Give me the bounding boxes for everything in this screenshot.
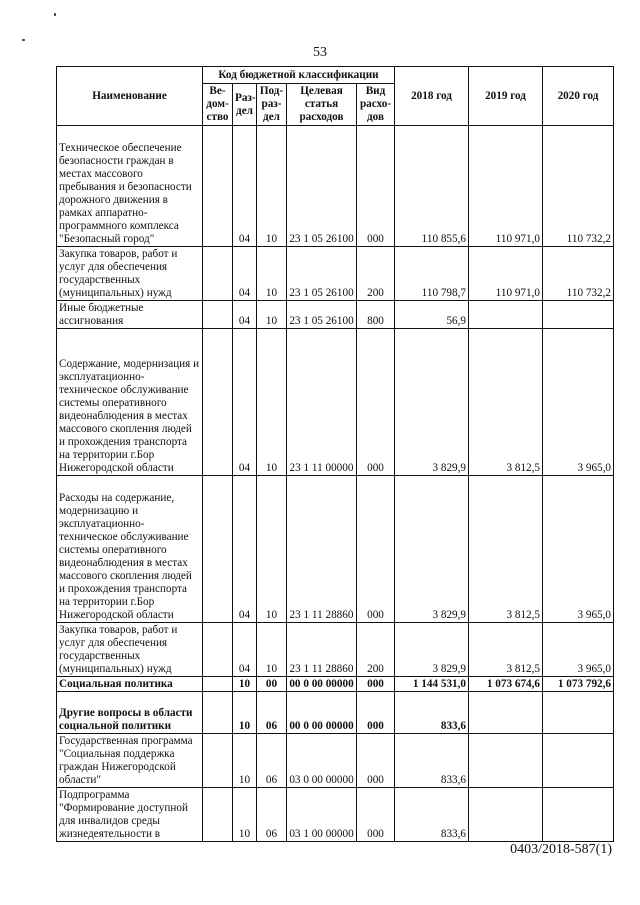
cell-2018: 833,6: [395, 734, 469, 788]
header-2018: 2018 год: [395, 67, 469, 126]
cell-2018: 3 829,9: [395, 476, 469, 623]
header-celevaya: Целевая статья расходов: [287, 84, 357, 126]
cell-2018: 1 144 531,0: [395, 677, 469, 692]
cell-2020: 110 732,2: [543, 126, 614, 247]
cell-razdel: 04: [233, 623, 257, 677]
header-row-1: [57, 67, 614, 84]
cell-podrazdel: 10: [257, 329, 287, 476]
cell-vedomstvo: [203, 126, 233, 247]
cell-2018: 110 855,6: [395, 126, 469, 247]
header-vid: Вид расхо- дов: [357, 84, 395, 126]
cell-vedomstvo: [203, 788, 233, 842]
cell-vid: 000: [357, 788, 395, 842]
cell-celevaya: 03 0 00 00000: [287, 734, 357, 788]
cell-name: Содержание, модернизация и эксплуатационно-техническое обслуживание системы оперативного видеонаблюдения в местах массового скопления людей и прохождения транспорта на территории г.Бор Нижегородской области: [57, 329, 203, 476]
cell-2020: [543, 788, 614, 842]
table-row: [57, 788, 614, 842]
cell-podrazdel: 10: [257, 247, 287, 301]
cell-name: Закупка товаров, работ и услуг для обеспечения государственных (муниципальных) нужд: [57, 247, 203, 301]
cell-celevaya: 23 1 05 26100: [287, 247, 357, 301]
table-row: [57, 623, 614, 677]
table-row: [57, 692, 614, 734]
cell-vid: 200: [357, 623, 395, 677]
cell-2019: 3 812,5: [469, 476, 543, 623]
cell-name: Закупка товаров, работ и услуг для обеспечения государственных (муниципальных) нужд: [57, 623, 203, 677]
cell-razdel: 04: [233, 476, 257, 623]
cell-razdel: 04: [233, 126, 257, 247]
cell-vid: 000: [357, 692, 395, 734]
table-row: [57, 301, 614, 329]
cell-2018: 110 798,7: [395, 247, 469, 301]
cell-vid: 000: [357, 329, 395, 476]
header-razdel: Раз- дел: [233, 84, 257, 126]
cell-vedomstvo: [203, 677, 233, 692]
header-name: Наименование: [57, 67, 203, 126]
cell-celevaya: 23 1 11 00000: [287, 329, 357, 476]
cell-podrazdel: 10: [257, 126, 287, 247]
table-row: [57, 734, 614, 788]
cell-vid: 000: [357, 677, 395, 692]
cell-name: Иные бюджетные ассигнования: [57, 301, 203, 329]
cell-vid: 000: [357, 476, 395, 623]
cell-2020: 3 965,0: [543, 329, 614, 476]
cell-2018: 3 829,9: [395, 329, 469, 476]
cell-celevaya: 03 1 00 00000: [287, 788, 357, 842]
cell-podrazdel: 06: [257, 788, 287, 842]
cell-celevaya: 00 0 00 00000: [287, 677, 357, 692]
cell-2019: 110 971,0: [469, 126, 543, 247]
cell-2020: 110 732,2: [543, 247, 614, 301]
cell-razdel: 04: [233, 301, 257, 329]
scan-speck-2: [22, 39, 25, 41]
cell-podrazdel: 06: [257, 692, 287, 734]
cell-razdel: 04: [233, 247, 257, 301]
cell-razdel: 10: [233, 788, 257, 842]
cell-2018: 3 829,9: [395, 623, 469, 677]
cell-vedomstvo: [203, 247, 233, 301]
cell-2019: [469, 692, 543, 734]
cell-name: Техническое обеспечение безопасности граждан в местах массового пребывания и безопасности дорожного движения в рамках аппаратно-программного комплекса "Безопасный город": [57, 126, 203, 247]
cell-podrazdel: 10: [257, 301, 287, 329]
cell-vedomstvo: [203, 301, 233, 329]
header-2020: 2020 год: [543, 67, 614, 126]
cell-vid: 800: [357, 301, 395, 329]
cell-2019: 110 971,0: [469, 247, 543, 301]
table-row: [57, 476, 614, 623]
cell-2018: 56,9: [395, 301, 469, 329]
cell-name: Государственная программа "Социальная поддержка граждан Нижегородской области": [57, 734, 203, 788]
header-2019: 2019 год: [469, 67, 543, 126]
table-row: [57, 247, 614, 301]
cell-2018: 833,6: [395, 788, 469, 842]
cell-vedomstvo: [203, 692, 233, 734]
cell-celevaya: 23 1 05 26100: [287, 126, 357, 247]
cell-vid: 200: [357, 247, 395, 301]
header-vedomstvo: Ве- дом- ство: [203, 84, 233, 126]
table-row: [57, 677, 614, 692]
cell-name: Социальная политика: [57, 677, 203, 692]
table-row: [57, 329, 614, 476]
cell-celevaya: 23 1 05 26100: [287, 301, 357, 329]
cell-celevaya: 23 1 11 28860: [287, 623, 357, 677]
page-number: 53: [313, 45, 327, 60]
cell-podrazdel: 00: [257, 677, 287, 692]
cell-2019: 3 812,5: [469, 623, 543, 677]
table-row: [57, 126, 614, 247]
cell-name: Подпрограмма "Формирование доступной для инвалидов среды жизнедеятельности в: [57, 788, 203, 842]
header-code-group: Код бюджетной классификации: [203, 67, 395, 84]
cell-podrazdel: 10: [257, 623, 287, 677]
cell-podrazdel: 06: [257, 734, 287, 788]
cell-2019: [469, 301, 543, 329]
cell-2019: 3 812,5: [469, 329, 543, 476]
scan-speck-1: [54, 13, 56, 16]
cell-celevaya: 23 1 11 28860: [287, 476, 357, 623]
cell-2019: [469, 788, 543, 842]
table-body: [57, 126, 614, 842]
cell-vedomstvo: [203, 476, 233, 623]
cell-2020: 3 965,0: [543, 623, 614, 677]
cell-vid: 000: [357, 734, 395, 788]
cell-celevaya: 00 0 00 00000: [287, 692, 357, 734]
cell-razdel: 10: [233, 692, 257, 734]
cell-2020: [543, 734, 614, 788]
cell-name: Расходы на содержание, модернизацию и эксплуатационно-техническое обслуживание системы оперативного видеонаблюдения в местах массового скопления людей и прохождения транспорта на территории г.Бор Нижегородской области: [57, 476, 203, 623]
cell-2019: 1 073 674,6: [469, 677, 543, 692]
budget-table: [56, 66, 614, 842]
cell-podrazdel: 10: [257, 476, 287, 623]
cell-razdel: 10: [233, 677, 257, 692]
cell-vedomstvo: [203, 623, 233, 677]
cell-razdel: 10: [233, 734, 257, 788]
cell-2020: 1 073 792,6: [543, 677, 614, 692]
header-podrazdel: Под- раз- дел: [257, 84, 287, 126]
cell-name: Другие вопросы в области социальной политики: [57, 692, 203, 734]
cell-razdel: 04: [233, 329, 257, 476]
cell-2020: [543, 301, 614, 329]
cell-vedomstvo: [203, 734, 233, 788]
document-code: 0403/2018-587(1): [510, 842, 612, 857]
cell-2020: [543, 692, 614, 734]
cell-2020: 3 965,0: [543, 476, 614, 623]
cell-vid: 000: [357, 126, 395, 247]
cell-2019: [469, 734, 543, 788]
cell-vedomstvo: [203, 329, 233, 476]
cell-2018: 833,6: [395, 692, 469, 734]
